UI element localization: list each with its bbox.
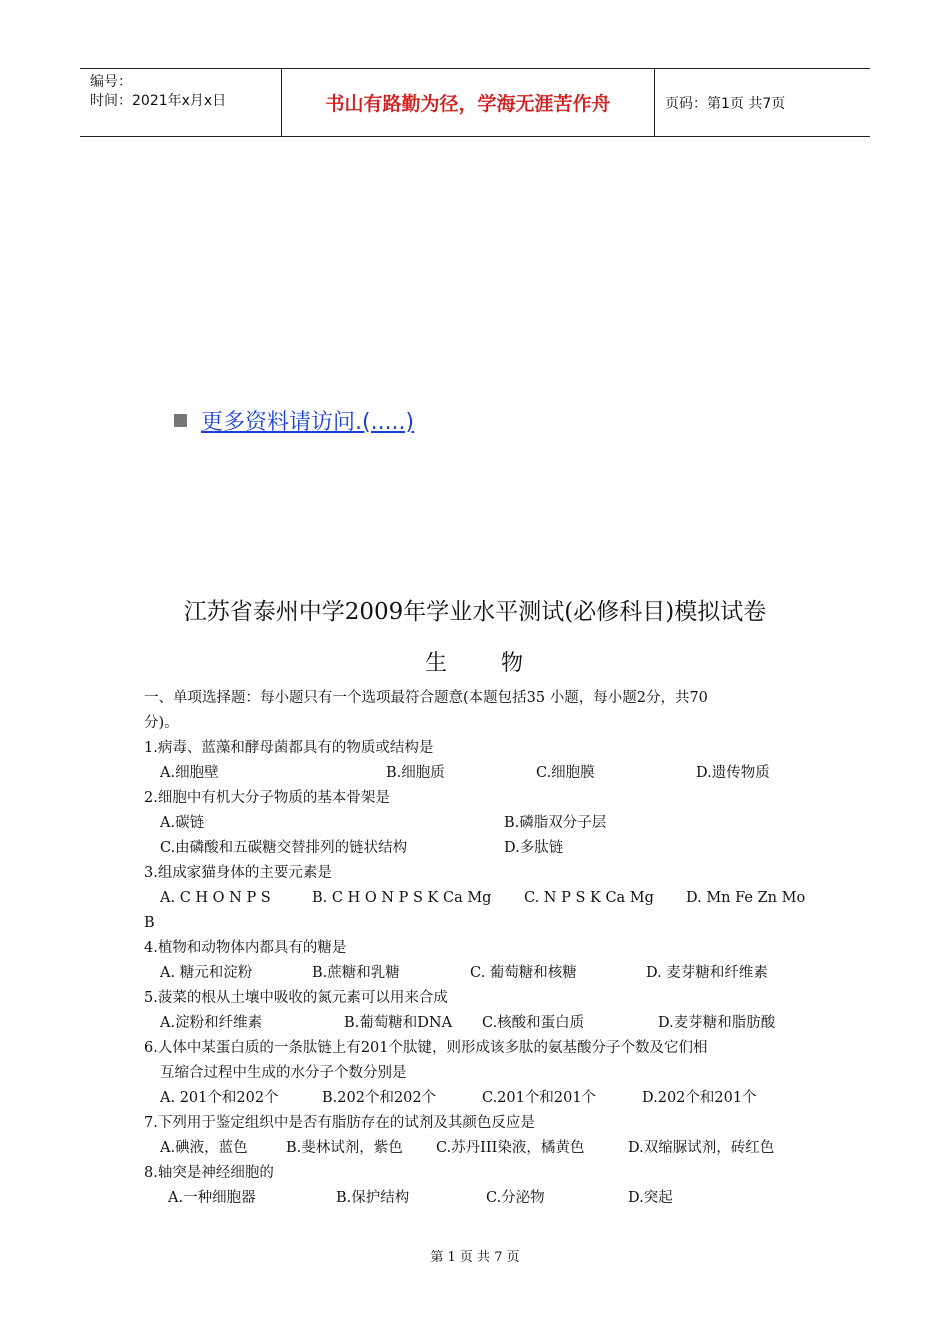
more-resources-row — [174, 405, 414, 436]
q1-option-c: C.细胞膜 — [536, 765, 595, 781]
square-bullet-icon — [174, 414, 187, 427]
question-2-options-row-1 — [144, 811, 812, 836]
question-3-wrap: B — [144, 915, 155, 931]
question-8-stem: 8.轴突是神经细胞的 — [144, 1165, 274, 1181]
question-3-stem: 3.组成家猫身体的主要元素是 — [144, 865, 332, 881]
more-resources-link[interactable]: 更多资料请访问.(.....) — [201, 410, 415, 435]
q3-option-a: A. C H O N P S — [160, 890, 271, 906]
subject-char-1: 生 — [424, 651, 449, 676]
time-label: 时间：2021年x月x日 — [90, 93, 227, 109]
q4-option-c: C. 葡萄糖和核糖 — [470, 965, 577, 981]
q1-option-d: D.遗传物质 — [696, 765, 770, 781]
q7-option-c: C.苏丹III染液，橘黄色 — [436, 1140, 585, 1156]
q8-option-b: B.保护结构 — [336, 1190, 410, 1206]
q7-option-d: D.双缩脲试剂，砖红色 — [628, 1140, 775, 1156]
question-6-stem: 6.人体中某蛋白质的一条肽链上有201个肽键，则形成该多肽的氨基酸分子个数及它们相 — [144, 1040, 708, 1056]
q6-option-a: A. 201个和202个 — [160, 1090, 279, 1106]
q6-option-c: C.201个和201个 — [482, 1090, 597, 1106]
question-7-options — [144, 1136, 812, 1161]
q5-option-c: C.核酸和蛋白质 — [482, 1015, 585, 1031]
q8-option-d: D.突起 — [628, 1190, 673, 1206]
question-1-stem: 1.病毒、蓝藻和酵母菌都具有的物质或结构是 — [144, 740, 434, 756]
q4-option-b: B.蔗糖和乳糖 — [312, 965, 400, 981]
question-5-stem: 5.菠菜的根从土壤中吸收的氮元素可以用来合成 — [144, 990, 448, 1006]
q2-option-d: D.多肽链 — [504, 840, 564, 856]
q2-option-a: A.碳链 — [160, 815, 205, 831]
header-motto: 书山有路勤为径，学海无涯苦作舟 — [282, 69, 655, 136]
q7-option-b: B.斐林试剂，紫色 — [286, 1140, 403, 1156]
question-8-options — [144, 1186, 812, 1211]
question-4-stem: 4.植物和动物体内都具有的糖是 — [144, 940, 347, 956]
number-label: 编号： — [90, 74, 132, 90]
question-2-stem: 2.细胞中有机大分子物质的基本骨架是 — [144, 790, 390, 806]
question-1-options — [144, 761, 812, 786]
q3-option-c: C. N P S K Ca Mg — [524, 890, 654, 906]
q3-option-b: B. C H O N P S K Ca Mg — [312, 890, 492, 906]
q4-option-a: A. 糖元和淀粉 — [160, 965, 253, 981]
q2-option-b: B.磷脂双分子层 — [504, 815, 607, 831]
header-page-info: 页码：第1页 共7页 — [665, 95, 786, 112]
subject-char-2: 物 — [501, 651, 526, 676]
q6-option-b: B.202个和202个 — [322, 1090, 437, 1106]
question-7-stem: 7.下列用于鉴定组织中是否有脂肪存在的试剂及其颜色反应是 — [144, 1115, 535, 1131]
question-2-options-row-2 — [144, 836, 812, 861]
q1-option-b: B.细胞质 — [386, 765, 445, 781]
question-5-options — [144, 1011, 812, 1036]
question-3-options — [144, 886, 812, 911]
q5-option-a: A.淀粉和纤维素 — [160, 1015, 263, 1031]
question-6-options — [144, 1086, 812, 1111]
q8-option-c: C.分泌物 — [486, 1190, 545, 1206]
q4-option-d: D. 麦芽糖和纤维素 — [646, 965, 768, 981]
q1-option-a: A.细胞壁 — [160, 765, 219, 781]
header-meta — [80, 69, 282, 136]
subject-heading — [0, 646, 950, 677]
q6-option-d: D.202个和201个 — [642, 1090, 757, 1106]
exam-content — [144, 686, 812, 1211]
instructions-line-2: 分)。 — [144, 715, 179, 731]
q2-option-c: C.由磷酸和五碳糖交替排列的链状结构 — [160, 840, 408, 856]
question-6-stem-cont: 互缩合过程中生成的水分子个数分别是 — [160, 1065, 407, 1081]
question-4-options — [144, 961, 812, 986]
instructions-line-1: 一、单项选择题：每小题只有一个选项最符合题意(本题包括35 小题，每小题2分，共70 — [144, 690, 708, 706]
q7-option-a: A.碘液，蓝色 — [160, 1140, 248, 1156]
q5-option-d: D.麦芽糖和脂肪酸 — [658, 1015, 776, 1031]
q3-option-d: D. Mn Fe Zn Mo — [686, 890, 806, 906]
q5-option-b: B.葡萄糖和DNA — [344, 1015, 453, 1031]
exam-title: 江苏省泰州中学2009年学业水平测试(必修科目)模拟试卷 — [183, 599, 767, 625]
q8-option-a: A.一种细胞器 — [168, 1190, 256, 1206]
page-footer: 第 1 页 共 7 页 — [430, 1250, 520, 1265]
document-header — [80, 68, 870, 137]
